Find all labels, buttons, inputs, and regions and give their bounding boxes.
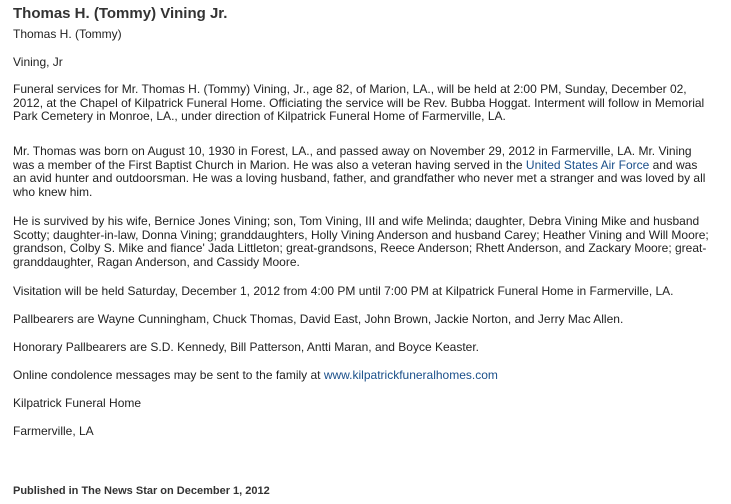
nickname-text: Thomas H. (Tommy) [13, 27, 122, 41]
visitation-paragraph: Visitation will be held Saturday, December 1, 2012 from 4:00 PM until 7:00 PM at Kilpatrick Funeral Home in Farmerville, LA. [13, 284, 674, 298]
published-notice: Published in The News Star on December 1, 2012 [13, 485, 270, 497]
condolence-paragraph [13, 369, 498, 383]
air-force-link[interactable]: United States Air Force [525, 157, 650, 172]
obituary-page [13, 5, 713, 497]
funeral-home-name: Kilpatrick Funeral Home [13, 396, 142, 410]
honorary-pallbearers-paragraph: Honorary Pallbearers are S.D. Kennedy, Bill Patterson, Antti Maran, and Boyce Keaster. [13, 340, 480, 354]
pallbearers-paragraph: Pallbearers are Wayne Cunningham, Chuck Thomas, David East, John Brown, Jackie Norton, and Jerry Mac Allen. [13, 312, 624, 326]
biography-text-start: Mr. Thomas was born on August 10, 1930 in Forest, LA., and passed away on November 29, 2012 in Farmerville, LA. Mr. Vining was a member of the First Baptist Church in Marion. He was also a veteran having served in the [13, 144, 692, 172]
survivors-paragraph: He is survived by his wife, Bernice Jones Vining; son, Tom Vining, III and wife Melinda; daughter, Debra Vining Mike and husband Scotty; daughter-in-law, Donna Vining; granddaughters, Holly Vining Anderson and husband Carey; Heather Vining and Will Moore; grandson, Colby S. Mike and fiance' Jada Littleton; great-grandsons, Reece Anderson; Rhett Anderson, and Zackary Moore; great- granddaughter, Ragan Anderson, and Cassidy Moore. [13, 214, 709, 269]
surname-text: Vining, Jr [13, 55, 63, 69]
biography-paragraph [13, 145, 713, 199]
services-paragraph: Funeral services for Mr. Thomas H. (Tommy) Vining, Jr., age 82, of Marion, LA., will be held at 2:00 PM, Sunday, December 02, 2012, at the Chapel of Kilpatrick Funeral Home. Officiating the service will be Rev. Bubba Hoggat. Interment will follow in Memorial Park Cemetery in Monroe, LA., under direction of Kilpatrick Funeral Home of Farmerville, LA. [13, 82, 705, 123]
condolence-text: Online condolence messages may be sent to the family at [13, 368, 324, 382]
page-title: Thomas H. (Tommy) Vining Jr. [13, 5, 228, 22]
funeral-home-website-link[interactable]: www.kilpatrickfuneralhomes.com [323, 368, 498, 382]
biography-text-end: and was an avid hunter and outdoorsman. He was a loving husband, father, and grandfather who never met a stranger and was loved by all who knew him. [13, 157, 706, 199]
funeral-home-city: Farmerville, LA [13, 424, 94, 438]
